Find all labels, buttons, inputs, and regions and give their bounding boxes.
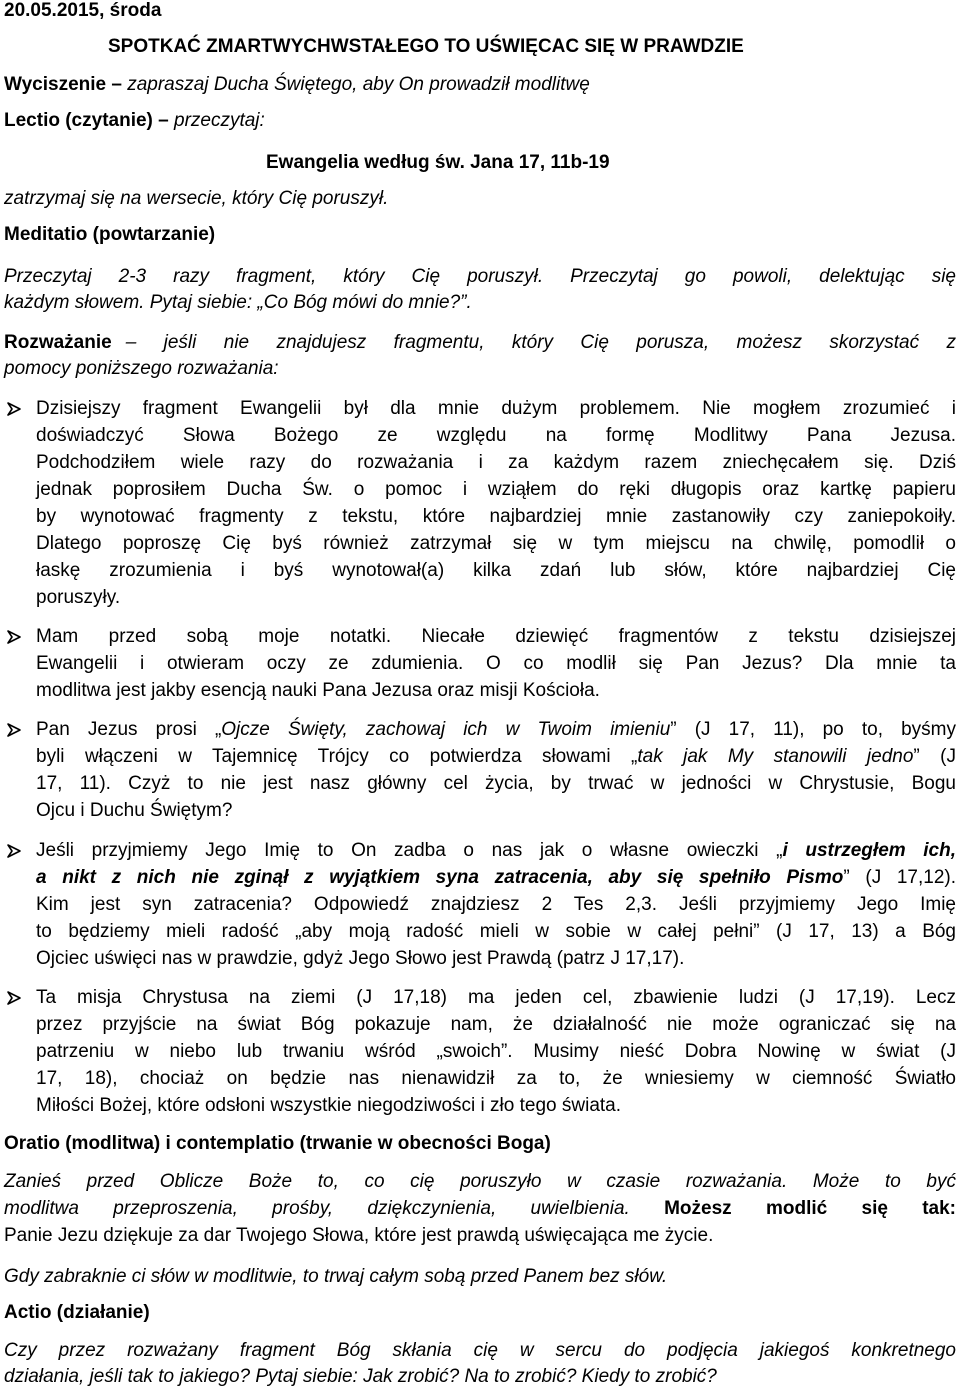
- text-run: byli włączeni w Tajemnicę Trójcy co potwierdza słowami „: [36, 746, 638, 767]
- arrow-bullet-icon: [6, 985, 26, 1011]
- text-run: ” (J: [913, 746, 956, 767]
- bullet-2-line-2: Ewangelii i otwieram oczy ze zdumienia. O co modlił się Pan Jezus? Dla mnie ta: [36, 653, 956, 674]
- text-run: Jeśli przyjmiemy Jego Imię to On zadba o nas jak o własne owieczki „: [36, 840, 783, 861]
- bullet-5-line-2: przez przyjście na świat Bóg pokazuje nam, że działalność nie może ograniczać się na: [36, 1014, 956, 1035]
- oratio-line-2: [4, 1196, 956, 1222]
- bullet-4-line-4: to będziemy mieli radość „aby moją radość mieli w sobie w całej pełni” (J 17, 13) a Bóg: [36, 921, 956, 942]
- bullet-4-line-3: Kim jest syn zatracenia? Odpowiedź znajdziesz 2 Tes 2,3. Jeśli przyjmiemy Jego Imię: [36, 894, 956, 915]
- bullet-4-line-1: [36, 838, 956, 864]
- lectio-label: Lectio (czytanie): [4, 110, 153, 131]
- actio-line-2: działania, jeśli tak to jakiego? Pytaj siebie: Jak zrobić? Na to zrobić? Kiedy to zrobić?: [4, 1366, 717, 1387]
- bullet-1-line-4: jednak poprosiłem Ducha Św. o pomoc i wziąłem do ręki długopis oraz kartkę papieru: [36, 479, 956, 500]
- bullet-1-line-5: by wynotować fragmenty z tekstu, które najbardziej mnie zastanowiły czy zaniepokoiły.: [36, 506, 956, 527]
- text-run: Pan Jezus prosi „: [36, 719, 222, 740]
- gospel-reference: Ewangelia według św. Jana 17, 11b-19: [266, 152, 610, 173]
- bullet-1-line-1: Dzisiejszy fragment Ewangelii był dla mnie dużym problemem. Nie mogłem zrozumieć i: [36, 398, 956, 419]
- bullet-4-line-5: Ojciec uświęci nas w prawdzie, gdyż Jego Słowo jest Prawdą (patrz J 17,17).: [36, 948, 685, 969]
- page-title: SPOTKAĆ ZMARTWYCHWSTAŁEGO TO UŚWIĘCAC SIĘ W PRAWDZIE: [108, 36, 744, 57]
- bullet-1-line-2: doświadczyć Słowa Bożego ze względu na formę Modlitwy Pana Jezusa.: [36, 425, 956, 446]
- rozwazanie-text: – jeśli nie znajdujesz fragmentu, który Cię porusza, możesz skorzystać z: [125, 332, 956, 353]
- arrow-bullet-icon: [6, 717, 26, 743]
- text-run: Możesz modlić się tak:: [664, 1198, 956, 1219]
- arrow-bullet-icon: [6, 396, 26, 422]
- oratio-line-1: Zanieś przed Oblicze Boże to, co cię poruszyło w czasie rozważania. Może to być: [4, 1171, 956, 1192]
- bullet-2-line-1: Mam przed sobą moje notatki. Niecałe dziewięć fragmentów z tekstu dzisiejszej: [36, 626, 956, 647]
- bullet-3-line-1: [36, 717, 956, 743]
- oratio-label: Oratio (modlitwa) i contemplatio (trwanie w obecności Boga): [4, 1133, 551, 1154]
- bullet-1-line-7: łaskę zrozumienia i byś wynotował(a) kilka zdań lub słów, które najbardziej Cię: [36, 560, 956, 581]
- actio-line-1: Czy przez rozważany fragment Bóg skłania cię w sercu do podjęcia jakiegoś konkretnego: [4, 1340, 956, 1361]
- text-run: ” (J 17,12).: [843, 867, 956, 888]
- bullet-3-line-2: [36, 744, 956, 770]
- bullet-1-line-3: Podchodziłem wiele razy do rozważania i za każdym razem zniechęcałem się. Dziś: [36, 452, 956, 473]
- text-run: modlitwa przeproszenia, prośby, dziękczynienia, uwielbienia.: [4, 1198, 630, 1219]
- scripture-quote: i ustrzegłem ich,: [782, 840, 956, 861]
- meditatio-label: Meditatio (powtarzanie): [4, 224, 216, 245]
- arrow-bullet-icon: [6, 624, 26, 650]
- bullet-3-line-3: 17, 11). Czyż to nie jest nasz główny cel życia, by trwać w jedności w Chrystusie, Bogu: [36, 773, 956, 794]
- text-run: ” (J 17, 11), po to, byśmy: [670, 719, 956, 740]
- bullet-1-line-8: poruszyły.: [36, 587, 121, 608]
- scripture-quote: tak jak My stanowili jedno: [637, 746, 914, 767]
- bullet-2-line-3: modlitwa jest jakby esencją nauki Pana Jezusa oraz misji Kościoła.: [36, 680, 600, 701]
- meditatio-line-2: każdym słowem. Pytaj siebie: „Co Bóg mówi do mnie?”.: [4, 292, 472, 313]
- arrow-bullet-icon: [6, 838, 26, 864]
- wyciszenie-dash: –: [106, 74, 128, 95]
- bullet-3-line-4: Ojcu i Duchu Świętym?: [36, 800, 233, 821]
- lectio-stop-text: zatrzymaj się na wersecie, który Cię poruszył.: [4, 188, 389, 209]
- rozwazanie-line-1: [4, 330, 956, 356]
- bullet-5-line-4: 17, 18), chociaż on będzie nas nienawidził za to, że wniesiemy w ciemność Światło: [36, 1068, 956, 1089]
- bullet-5-line-5: Miłości Bożej, które odsłoni wszystkie niegodziwości i zło tego świata.: [36, 1095, 622, 1116]
- lectio-text: przeczytaj:: [174, 110, 265, 131]
- bullet-1-line-6: Dlatego poproszę Cię byś również zatrzymał się w tym miejscu na chwilę, pomodlił o: [36, 533, 956, 554]
- bullet-4-line-2: [36, 865, 956, 891]
- lectio-dash: –: [152, 110, 174, 131]
- scripture-quote: a nikt z nich nie zginął z wyjątkiem syna zatracenia, aby się spełniło Pismo: [36, 867, 844, 888]
- lectio-line: [4, 108, 265, 134]
- rozwazanie-label: Rozważanie: [4, 332, 112, 353]
- oratio-line-4: Gdy zabraknie ci słów w modlitwie, to trwaj całym sobą przed Panem bez słów.: [4, 1266, 668, 1287]
- oratio-line-3: Panie Jezu dziękuje za dar Twojego Słowa, które jest prawdą uświęcająca me życie.: [4, 1225, 714, 1246]
- bullet-5-line-1: Ta misja Chrystusa na ziemi (J 17,18) ma jeden cel, zbawienie ludzi (J 17,19). Lecz: [36, 987, 956, 1008]
- wyciszenie-label: Wyciszenie: [4, 74, 107, 95]
- scripture-quote: Ojcze Święty, zachowaj ich w Twoim imieniu: [221, 719, 671, 740]
- rozwazanie-line-2: pomocy poniższego rozważania:: [4, 358, 279, 379]
- meditatio-line-1: Przeczytaj 2-3 razy fragment, który Cię poruszył. Przeczytaj go powoli, delektując się: [4, 266, 956, 287]
- wyciszenie-line: [4, 72, 590, 98]
- date-line: 20.05.2015, środa: [4, 0, 162, 21]
- actio-label: Actio (działanie): [4, 1302, 150, 1323]
- bullet-5-line-3: patrzeniu w niebo lub trwaniu wśród „swoich”. Musimy nieść Dobra Nowinę w świat (J: [36, 1041, 956, 1062]
- wyciszenie-text: zapraszaj Ducha Świętego, aby On prowadził modlitwę: [127, 74, 590, 95]
